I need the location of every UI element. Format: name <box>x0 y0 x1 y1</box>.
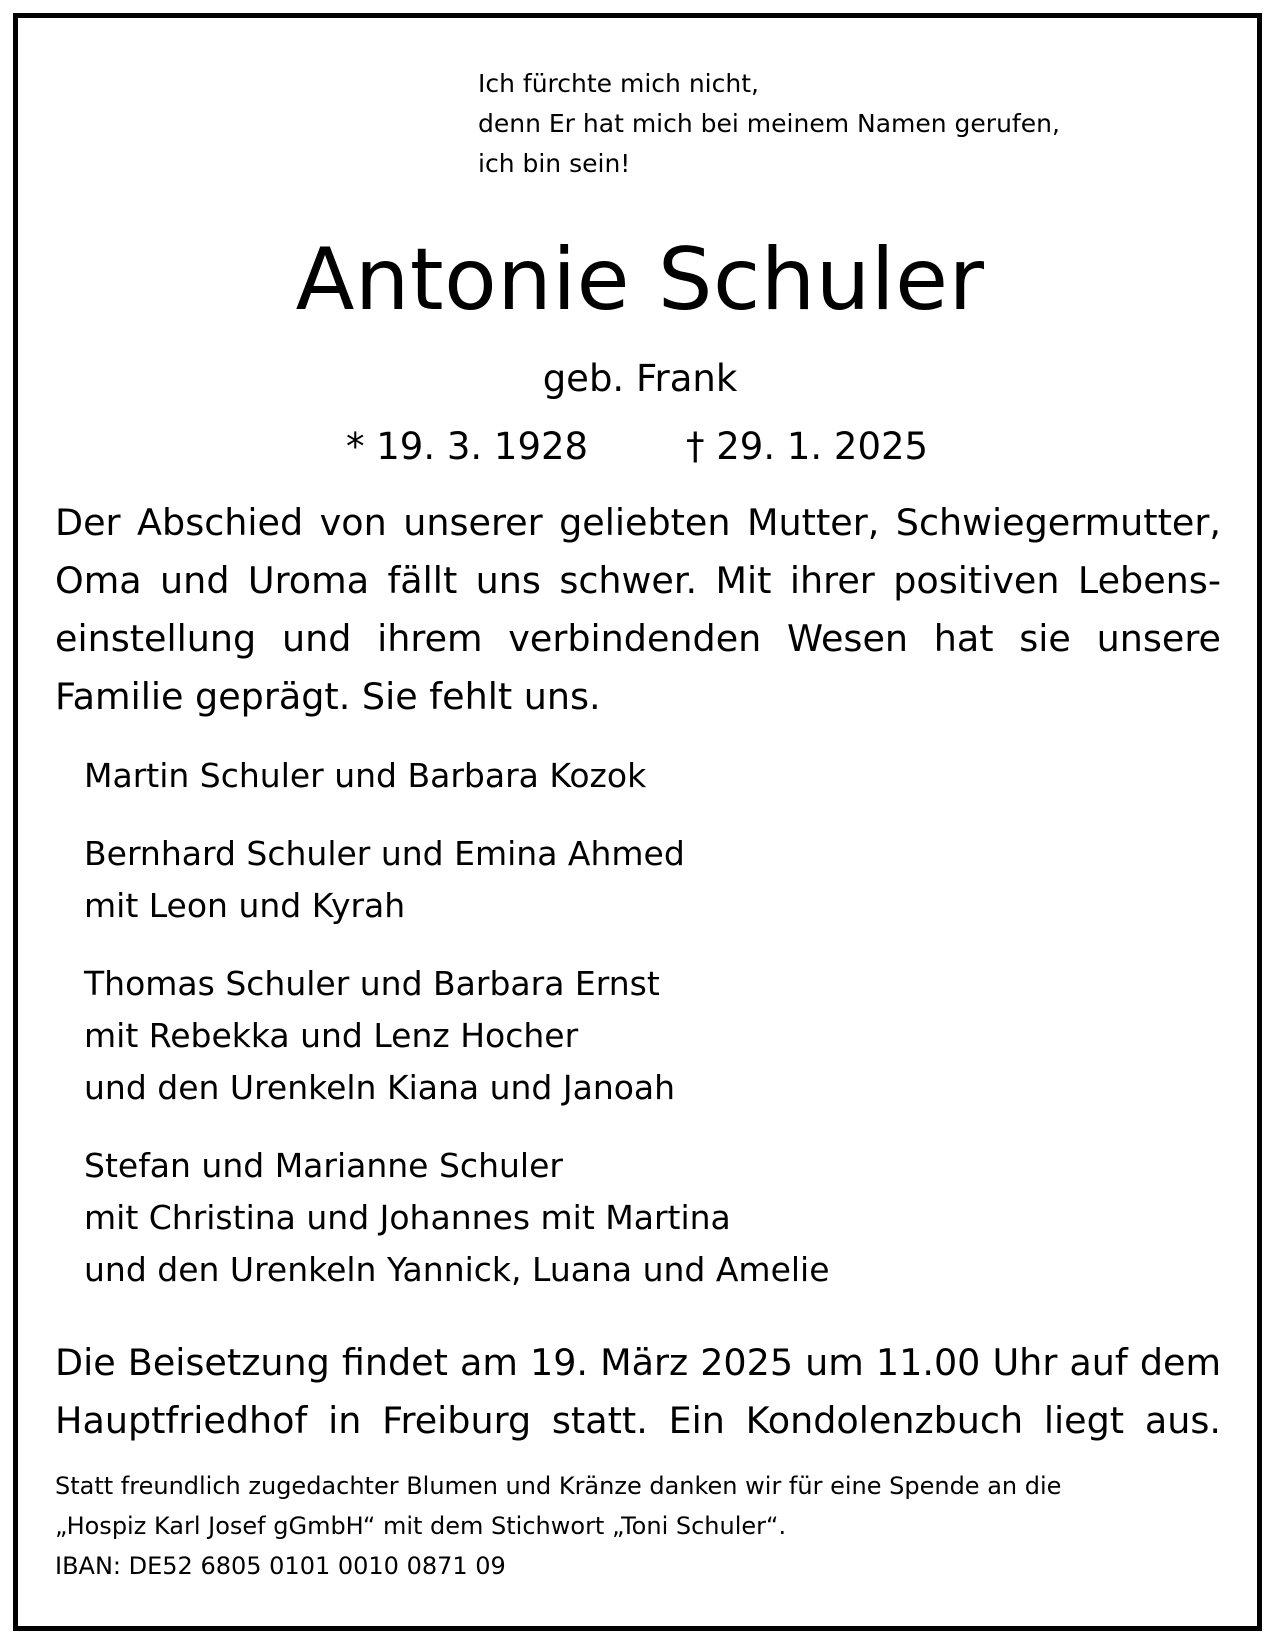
farewell-line: Familie geprägt. Sie fehlt uns. <box>55 675 601 718</box>
iban-line: IBAN: DE52 6805 0101 0010 0871 09 <box>55 1552 506 1580</box>
death-date: † 29. 1. 2025 <box>686 425 929 468</box>
verse-line: Ich fürchte mich nicht, <box>478 69 759 98</box>
deceased-name: Antonie Schuler <box>295 230 985 330</box>
life-dates <box>0 424 1280 470</box>
mourner-line: mit Leon und Kyrah <box>84 886 406 925</box>
funeral-notice <box>55 1334 1221 1450</box>
mourner-group <box>84 958 830 1114</box>
farewell-line: Der Abschied von unserer geliebten Mutter, Schwiegermutter, <box>55 501 1221 544</box>
funeral-line: Hauptfriedhof in Freiburg statt. Ein Kondolenzbuch liegt aus. <box>55 1399 1221 1442</box>
mourner-line: mit Christina und Johannes mit Martina <box>84 1198 731 1237</box>
mourner-group <box>84 750 830 802</box>
donation-notice <box>55 1466 1061 1586</box>
farewell-line: Oma und Uroma fällt uns schwer. Mit ihrer positiven Lebens- <box>55 559 1221 602</box>
mourner-line: Martin Schuler und Barbara Kozok <box>84 756 647 795</box>
birth-name: geb. Frank <box>542 357 738 400</box>
donation-line: Statt freundlich zugedachter Blumen und Kränze danken wir für eine Spende an die <box>55 1472 1062 1500</box>
mourner-line: und den Urenkeln Yannick, Luana und Amelie <box>84 1250 830 1289</box>
mourner-line: und den Urenkeln Kiana und Janoah <box>84 1068 676 1107</box>
verse-line: ich bin sein! <box>478 149 631 178</box>
birth-date: * 19. 3. 1928 <box>346 425 589 468</box>
mourners-list <box>84 750 830 1322</box>
verse-line: denn Er hat mich bei meinem Namen gerufen, <box>478 109 1060 138</box>
mourner-line: Thomas Schuler und Barbara Ernst <box>84 964 660 1003</box>
funeral-line: Die Beisetzung findet am 19. März 2025 um 11.00 Uhr auf dem <box>55 1341 1221 1384</box>
mourner-line: Stefan und Marianne Schuler <box>84 1146 563 1185</box>
farewell-line: einstellung und ihrem verbindenden Wesen hat sie unsere <box>55 617 1221 660</box>
mourner-line: Bernhard Schuler und Emina Ahmed <box>84 834 685 873</box>
farewell-text <box>55 494 1221 726</box>
mourner-line: mit Rebekka und Lenz Hocher <box>84 1016 579 1055</box>
mourner-group <box>84 828 830 932</box>
mourner-group <box>84 1140 830 1296</box>
bible-verse <box>478 64 1060 184</box>
donation-line: „Hospiz Karl Josef gGmbH“ mit dem Stichwort „Toni Schuler“. <box>55 1512 787 1540</box>
